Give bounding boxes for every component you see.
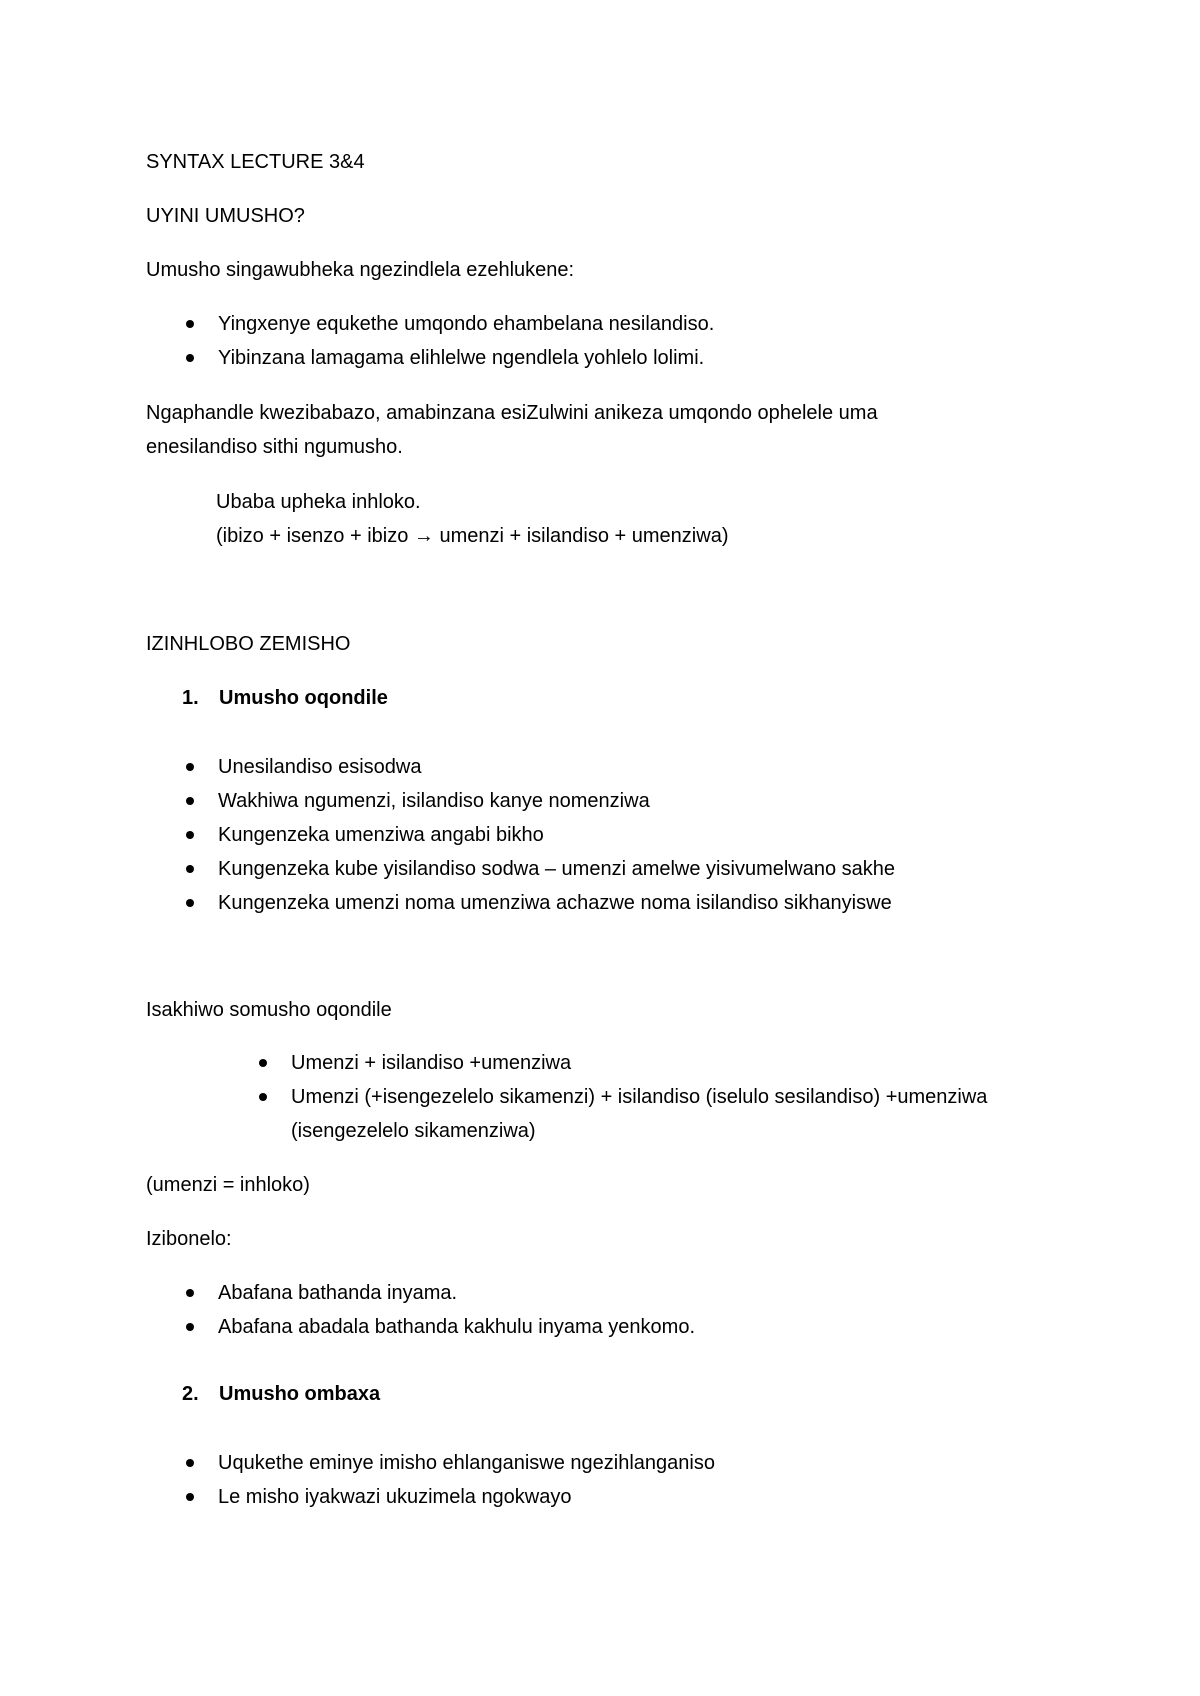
- type2-title: Umusho ombaxa: [219, 1383, 381, 1405]
- list-item: [218, 1310, 695, 1344]
- list-item: [218, 886, 892, 920]
- question-heading: UYINI UMUSHO?: [146, 205, 305, 227]
- pattern-right: umenzi + isilandiso + umenziwa): [439, 525, 729, 547]
- examples-label: Izibonelo:: [146, 1228, 232, 1250]
- list-item-text: Umenzi (+isengezelelo sikamenzi) + isilandiso (iselulo sesilandiso) +umenziwa: [291, 1086, 988, 1108]
- list-item-text: Yingxenye equkethe umqondo ehambelana nesilandiso.: [218, 313, 715, 335]
- paragraph-line: enesilandiso sithi ngumusho.: [146, 436, 403, 458]
- bullet-icon: [186, 797, 194, 805]
- list-item: [218, 852, 895, 886]
- paragraph-line: Ngaphandle kwezibabazo, amabinzana esiZulwini anikeza umqondo ophelele uma: [146, 402, 878, 424]
- list-item: [218, 307, 714, 341]
- example-sentence: Ubaba upheka inhloko.: [216, 491, 421, 513]
- type2-number: 2.: [182, 1383, 199, 1405]
- list-item-text: Yibinzana lamagama elihlelwe ngendlela yohlelo lolimi.: [218, 347, 705, 369]
- list-item-text: Wakhiwa ngumenzi, isilandiso kanye nomenziwa: [218, 790, 650, 812]
- list-item: [291, 1046, 571, 1080]
- bullet-icon: [186, 1289, 194, 1297]
- bullet-icon: [186, 354, 194, 362]
- type1-heading: [182, 681, 388, 715]
- list-item-text: Abafana bathanda inyama.: [218, 1282, 458, 1304]
- list-item-text: Le misho iyakwazi ukuzimela ngokwayo: [218, 1486, 572, 1508]
- bullet-icon: [186, 763, 194, 771]
- list-item-text: Abafana abadala bathanda kakhulu inyama yenkomo.: [218, 1316, 696, 1338]
- note: (umenzi = inhloko): [146, 1174, 310, 1196]
- list-item: [218, 784, 650, 818]
- bullet-icon: [186, 899, 194, 907]
- list-item: [218, 1446, 715, 1480]
- list-item-text: Uqukethe eminye imisho ehlanganiswe ngezihlanganiso: [218, 1452, 715, 1474]
- example-pattern: [216, 519, 728, 553]
- intro-paragraph: Umusho singawubheka ngezindlela ezehlukene:: [146, 259, 575, 281]
- list-item: [218, 1480, 572, 1514]
- list-item: [218, 818, 544, 852]
- list-item-text: Kungenzeka kube yisilandiso sodwa – umenzi amelwe yisivumelwano sakhe: [218, 858, 896, 880]
- bullet-icon: [186, 320, 194, 328]
- bullet-icon: [186, 1459, 194, 1467]
- list-item-text: Unesilandiso esisodwa: [218, 756, 422, 778]
- list-item-text: Kungenzeka umenziwa angabi bikho: [218, 824, 544, 846]
- bullet-icon: [259, 1059, 267, 1067]
- bullet-icon: [186, 831, 194, 839]
- list-item-text: Umenzi + isilandiso +umenziwa: [291, 1052, 572, 1074]
- structure-label: Isakhiwo somusho oqondile: [146, 999, 392, 1021]
- arrow-right-icon: →: [413, 525, 434, 547]
- list-item: [218, 1276, 457, 1310]
- pattern-left: (ibizo + isenzo + ibizo: [216, 525, 409, 547]
- section-heading: IZINHLOBO ZEMISHO: [146, 633, 351, 655]
- document-title: SYNTAX LECTURE 3&4: [146, 151, 365, 173]
- bullet-icon: [259, 1093, 267, 1101]
- list-item: [218, 341, 704, 375]
- bullet-icon: [186, 1493, 194, 1501]
- list-item-continuation: (isengezelelo sikamenziwa): [291, 1120, 536, 1142]
- list-item-text: Kungenzeka umenzi noma umenziwa achazwe noma isilandiso sikhanyiswe: [218, 892, 892, 914]
- type1-title: Umusho oqondile: [219, 687, 388, 709]
- type1-number: 1.: [182, 687, 199, 709]
- type2-heading: [182, 1377, 380, 1411]
- list-item: [291, 1080, 987, 1114]
- list-item: [218, 750, 421, 784]
- bullet-icon: [186, 865, 194, 873]
- bullet-icon: [186, 1323, 194, 1331]
